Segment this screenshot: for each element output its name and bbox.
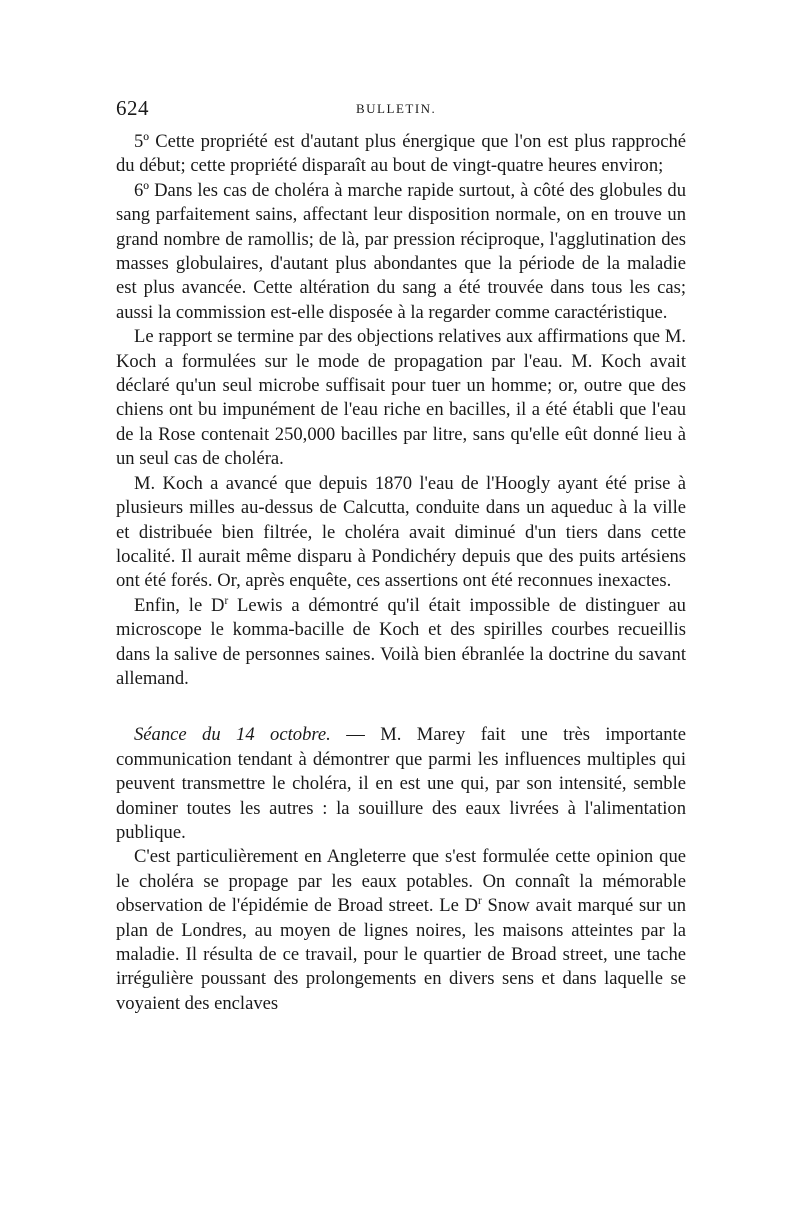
paragraph-seance xyxy=(116,723,686,845)
paragraph-koch-objections: Le rapport se termine par des objections relatives aux affirmations que M. Koch a formulées sur le mode de propagation par l'eau. M. Koch avait déclaré qu'un seul microbe suffisait pour tuer un homme; or, outre que des chiens ont bu impunément de l'eau riche en bacilles, il a été établi que l'eau de la Rose contenait 250,000 bacilles par litre, sans qu'elle eût donné lieu à un seul cas de choléra. xyxy=(116,326,686,470)
page-number: 624 xyxy=(116,96,149,120)
running-head: BULLETIN. xyxy=(356,101,437,116)
paragraph-broad-street-rest: Snow avait marqué sur un plan de Londres, au moyen de lignes noires, les maisons atteintes par la maladie. Il résulta de ce travail, pour le quartier de Broad street, une tache irrégulière poussant des prolongements en divers sens et dans laquelle se voyaient des enclaves xyxy=(116,895,687,1014)
page-header xyxy=(116,96,686,126)
paragraph-lewis-start: Enfin, le D xyxy=(134,594,225,616)
seance-date-heading: Séance du 14 octobre. xyxy=(134,724,331,746)
paragraph-lewis-rest: Lewis a démontré qu'il était impossible de distinguer au microscope le komma-bacille de Koch et des spirilles courbes recueillis dans la salive de personnes saines. Voilà bien ébranlée la doctrine du savant allemand. xyxy=(116,594,686,689)
body-text xyxy=(116,130,686,1016)
doctor-superscript: r xyxy=(224,594,229,607)
paragraph-broad-street-start: C'est particulièrement en Angleterre que s'est formulée cette opinion que le choléra se propage par les eaux potables. On connaît la mémorable observation de l'épidémie de Broad street. Le D xyxy=(116,846,686,917)
section-divider-space xyxy=(116,691,686,723)
paragraph-hoogly-water: M. Koch a avancé que depuis 1870 l'eau de l'Hoogly ayant été prise à plusieurs milles au-dessus de Calcutta, conduite dans un aqueduc à la ville et distribuée bien filtrée, le choléra avait diminué d'un tiers dans cette localité. Il aurait même disparu à Pondichéry depuis que des puits artésiens ont été forés. Or, après enquête, ces assertions ont été reconnues inexactes. xyxy=(116,472,686,592)
doctor-superscript-snow: r xyxy=(478,895,482,907)
paragraph-lewis xyxy=(116,594,686,692)
seance-text: — M. Marey fait une très importante communication tendant à démontrer que parmi les influences multiples qui peuvent transmettre le choléra, il en est une qui, par son intensité, semble dominer toutes les autres : la souillure des eaux livrées à l'alimentation publique. xyxy=(116,724,686,843)
paragraph-5th-point: 5º Cette propriété est d'autant plus énergique que l'on est plus rapproché du début; cette propriété disparaît au bout de vingt-quatre heures environ; xyxy=(116,131,686,177)
paragraph-broad-street xyxy=(116,845,686,1016)
paragraph-6th-point: 6º Dans les cas de choléra à marche rapide surtout, à côté des globules du sang parfaitement sains, affectant leur disposition normale, on en trouve un grand nombre de ramollis; de là, par pression réciproque, l'agglutination des masses globulaires, d'autant plus abondantes que la période de la maladie est plus avancée. Cette altération du sang a été trouvée dans tous les cas; aussi la commission est-elle disposée à la regarder comme caractéristique. xyxy=(116,179,686,323)
